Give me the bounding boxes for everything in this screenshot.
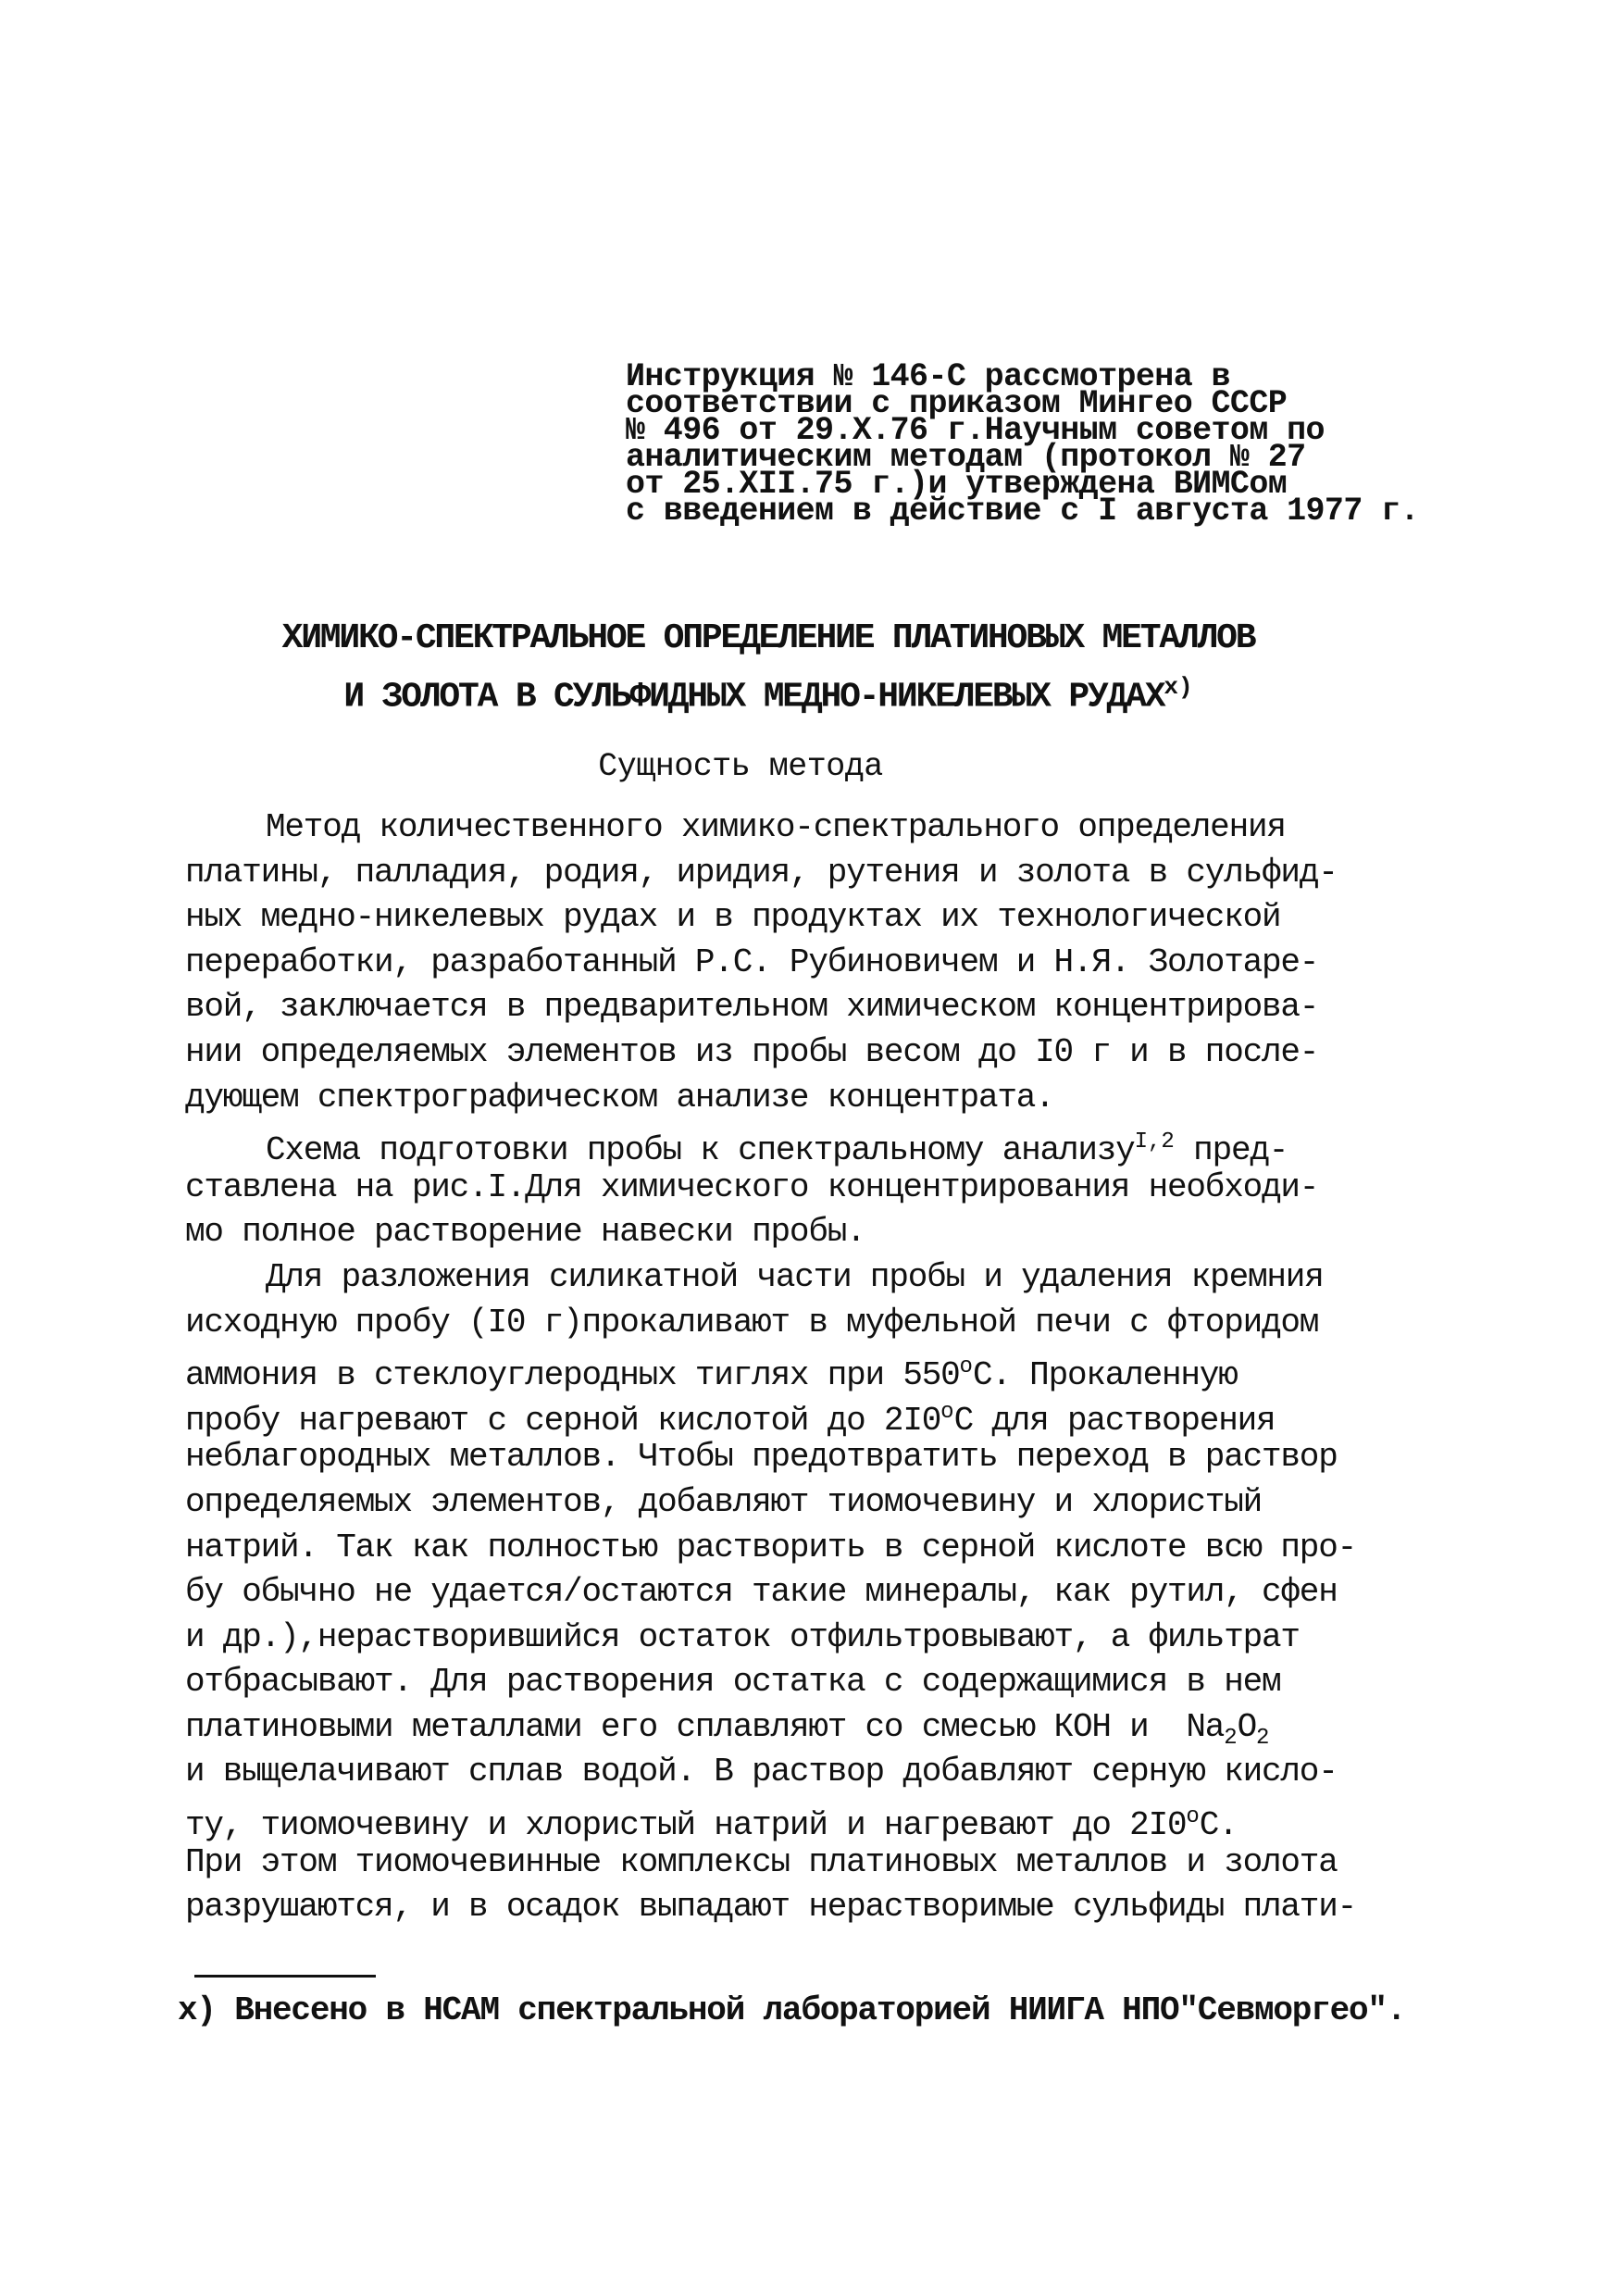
- body-line: нии определяемых элементов из пробы весом до I0 г и в после-: [185, 1032, 1319, 1071]
- reference-superscript: I,2: [1134, 1129, 1175, 1155]
- body-line: Для разложения силикатной части пробы и удаления кремния: [266, 1257, 1324, 1296]
- body-text-run: O: [1237, 1707, 1257, 1746]
- approval-line: № 496 от 29.X.76 г.Научным советом по: [626, 412, 1325, 449]
- body-line: [185, 1391, 1481, 1440]
- body-line: При этом тиомочевинные комплексы платиновых металлов и золота: [185, 1842, 1338, 1881]
- degree-superscript: о: [1186, 1804, 1200, 1830]
- degree-superscript: о: [940, 1399, 954, 1425]
- body-line: натрий. Так как полностью растворить в серной кислоте всю про-: [185, 1528, 1357, 1566]
- body-line: разрушаются, и в осадок выпадают нерастворимые сульфиды плати-: [185, 1888, 1357, 1927]
- body-line: дующем спектрографическом анализе концентрата.: [185, 1078, 1054, 1117]
- body-line: [185, 1705, 1481, 1751]
- title-line-2-text: И ЗОЛОТА В СУЛЬФИДНЫХ МЕДНО-НИКЕЛЕВЫХ РУДАХ: [343, 677, 1164, 718]
- body-line: ных медно-никелевых рудах и в продуктах их технологической: [185, 898, 1281, 937]
- approval-line: с введением в действие с I августа 1977 г.: [626, 493, 1419, 530]
- formula-subscript: 2: [1224, 1726, 1238, 1752]
- body-line: мо полное растворение навески пробы.: [185, 1213, 865, 1252]
- body-line: [185, 1795, 1481, 1845]
- body-text: [185, 805, 1481, 1930]
- approval-note: [626, 358, 1440, 530]
- approval-line: аналитическим методам (протокол № 27: [626, 439, 1306, 476]
- body-text-run: аммония в стеклоуглеродных тиглях при 550: [185, 1356, 960, 1395]
- body-text-run: ту, тиомочевину и хлористый натрий и нагревают до 2I0: [185, 1806, 1187, 1845]
- body-text-run: Схема подготовки пробы к спектральному анализу: [266, 1131, 1135, 1170]
- body-text-run: пред-: [1174, 1131, 1288, 1170]
- body-text-run: пробу нагревают с серной кислотой до 2I0: [185, 1401, 941, 1440]
- body-line: исходную пробу (I0 г)прокаливают в муфельной печи с фторидом: [185, 1303, 1319, 1341]
- body-line: неблагородных металлов. Чтобы предотвратить переход в раствор: [185, 1438, 1338, 1477]
- body-line: [185, 1120, 1481, 1170]
- body-line: и выщелачивают сплав водой. В раствор добавляют серную кисло-: [185, 1753, 1338, 1791]
- document-title: [167, 615, 1370, 722]
- title-footnote-mark: х): [1164, 673, 1193, 701]
- body-line: Метод количественного химико-спектрального определения: [266, 808, 1286, 846]
- approval-line: соответствии с приказом Мингео СССР: [626, 385, 1288, 422]
- body-text-run: платиновыми металлами его сплавляют со смесью КОН и Na: [185, 1707, 1225, 1746]
- body-line: вой, заключается в предварительном химическом концентрирова-: [185, 988, 1319, 1027]
- body-line: [185, 1345, 1481, 1395]
- approval-line: от 25.XII.75 г.)и утверждена ВИМСом: [626, 466, 1288, 503]
- body-line: ставлена на рис.I.Для химического концентрирования необходи-: [185, 1167, 1319, 1206]
- body-text-run: С. Прокаленную: [972, 1356, 1238, 1395]
- body-text-run: С для растворения: [953, 1401, 1276, 1440]
- section-heading: Сущность метода: [598, 748, 883, 785]
- title-line-2: [167, 663, 1370, 722]
- body-text-run: С.: [1199, 1806, 1238, 1845]
- body-line: отбрасывают. Для растворения остатка с содержащимися в нем: [185, 1663, 1281, 1702]
- body-line: платины, палладия, родия, иридия, рутения и золота в сульфид-: [185, 853, 1338, 892]
- formula-subscript: 2: [1256, 1726, 1270, 1752]
- degree-superscript: о: [959, 1354, 973, 1380]
- body-line: переработки, разработанный Р.С. Рубиновичем и Н.Я. Золотаре-: [185, 942, 1319, 981]
- footnote-separator: [194, 1975, 376, 1978]
- body-line: определяемых элементов, добавляют тиомочевину и хлористый: [185, 1482, 1263, 1521]
- footnote: х) Внесено в НСАМ спектральной лабораторией НИИГА НПО"Севморгео".: [178, 1991, 1406, 2029]
- title-line-1: ХИМИКО-СПЕКТРАЛЬНОЕ ОПРЕДЕЛЕНИЕ ПЛАТИНОВЫХ МЕТАЛЛОВ: [281, 618, 1255, 658]
- body-line: и др.),нерастворившийся остаток отфильтровывают, а фильтрат: [185, 1617, 1300, 1656]
- approval-line: Инструкция № 146-С рассмотрена в: [626, 358, 1230, 395]
- body-line: бу обычно не удается/остаются такие минералы, как рутил, сфен: [185, 1573, 1338, 1612]
